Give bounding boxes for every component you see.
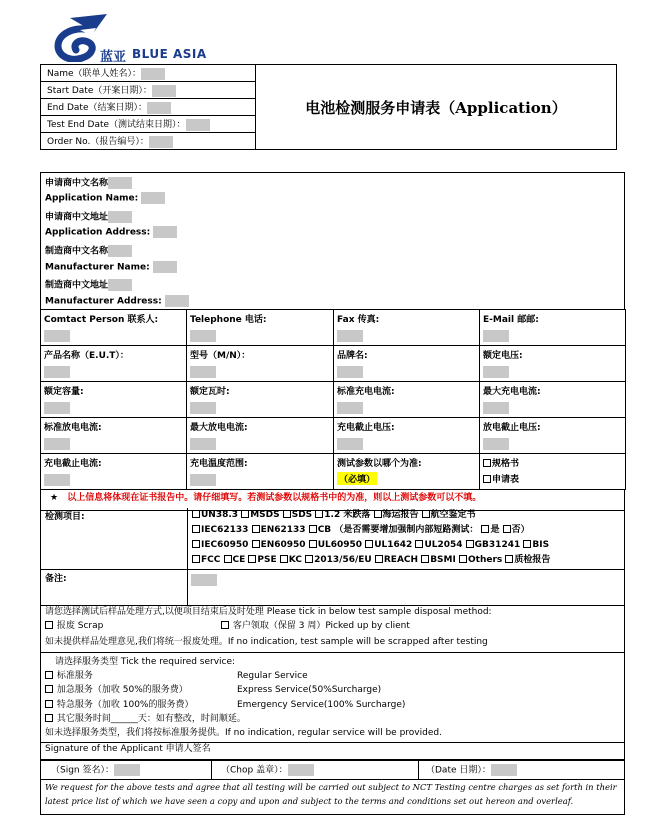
- test-checkbox[interactable]: 1.2 米跌落: [315, 510, 370, 520]
- grid-cell[interactable]: 标准放电电流:: [41, 418, 187, 454]
- grid-cell[interactable]: 产品名称（E.U.T）：: [41, 346, 187, 382]
- test-checkbox[interactable]: EN62133: [252, 525, 306, 535]
- parameter-grid: [40, 309, 626, 490]
- applicant-en-name[interactable]: Application Name:: [45, 192, 165, 205]
- disclaimer: We request for the above tests and agree that all testing will be carried out subject to NCT Testing centre charges as set forth in their latest price list of which we have seen a copy and upon and subject to the terms and conditions set out hereon and overleaf.: [40, 778, 625, 815]
- short-circuit-yes-checkbox[interactable]: 是: [481, 525, 499, 535]
- header-fields-table: [40, 64, 617, 150]
- test-checkbox[interactable]: 2013/56/EU: [305, 555, 372, 565]
- applicant-cn-address[interactable]: 申请商中文地址: [45, 211, 132, 224]
- service-option-emergency-en: Emergency Service(100% Surcharge): [237, 700, 406, 710]
- short-circuit-no-checkbox[interactable]: 否）: [503, 525, 530, 535]
- service-option-express-en: Express Service(50%Surcharge): [237, 685, 382, 695]
- disposal-block: [40, 604, 625, 653]
- applicant-cn-name[interactable]: 申请商中文名称: [45, 177, 132, 190]
- test-checkbox[interactable]: UN38.3: [192, 510, 238, 520]
- grid-cell[interactable]: 放电截止电压:: [480, 418, 626, 454]
- service-option-regular[interactable]: 标准服务: [45, 670, 93, 682]
- test-checkbox[interactable]: BSMI: [421, 555, 456, 565]
- grid-cell[interactable]: 品牌名:: [334, 346, 480, 382]
- manufacturer-en-address[interactable]: Manufacturer Address:: [45, 295, 189, 308]
- test-items-label: 检测项目:: [45, 512, 85, 522]
- logo-text-en: BLUE ASIA: [132, 47, 207, 61]
- test-checkbox[interactable]: MSDS: [241, 510, 279, 520]
- test-checkbox[interactable]: 航空鉴定书: [422, 510, 476, 520]
- disposal-intro: 请您选择测试后样品处理方式,以便项目结束后及时处理 Please tick in below test sample disposal method:: [45, 607, 492, 617]
- service-option-express[interactable]: 加急服务（加收 50%的服务费）: [45, 684, 188, 696]
- grid-cell: [480, 454, 626, 490]
- grid-cell[interactable]: Comtact Person 联系人:: [41, 310, 187, 346]
- header-field-start-date[interactable]: Start Date（开案日期）：: [41, 82, 256, 99]
- grid-cell[interactable]: 型号（M/N）：: [187, 346, 334, 382]
- grid-cell[interactable]: 最大充电电流:: [480, 382, 626, 418]
- remarks-block: [40, 569, 625, 606]
- star-icon: ★: [50, 493, 59, 503]
- header-field-name[interactable]: Name（联单人姓名）：: [41, 65, 256, 82]
- test-checkbox[interactable]: KC: [280, 555, 302, 565]
- grid-cell[interactable]: Telephone 电话:: [187, 310, 334, 346]
- grid-cell[interactable]: 额定瓦时:: [187, 382, 334, 418]
- notice-text: 以上信息将体现在证书报告中。请仔细填写。若测试参数以规格书中的为准，则以上测试参数可以不填。: [67, 493, 482, 503]
- grid-row: [41, 382, 626, 418]
- test-checkbox[interactable]: GB31241: [466, 540, 521, 550]
- manufacturer-en-name[interactable]: Manufacturer Name:: [45, 261, 177, 274]
- disposal-pickup-option[interactable]: 客户领取（保留 3 周）Picked up by client: [221, 620, 410, 632]
- grid-row: [41, 418, 626, 454]
- grid-row: [41, 346, 626, 382]
- signature-heading: Signature of the Applicant 申请人签名: [40, 741, 625, 760]
- header-field-test-end-date[interactable]: Test End Date（测试结束日期）：: [41, 116, 256, 133]
- header-field-end-date[interactable]: End Date（结案日期）：: [41, 99, 256, 116]
- chop-field[interactable]: （Chop 盖章）：: [221, 764, 314, 777]
- grid-cell[interactable]: 最大放电电流:: [187, 418, 334, 454]
- grid-row: [41, 454, 626, 490]
- remarks-label: 备注:: [45, 574, 67, 584]
- test-checkbox[interactable]: PSE: [248, 555, 276, 565]
- application-checkbox[interactable]: 申请表: [483, 472, 519, 485]
- test-checkbox[interactable]: EN60950: [252, 540, 306, 550]
- remarks-field[interactable]: [191, 574, 217, 586]
- logo-text-cn: 蓝亚: [100, 50, 127, 65]
- grid-cell[interactable]: 额定电压:: [480, 346, 626, 382]
- test-checkbox[interactable]: REACH: [375, 555, 418, 565]
- test-checkbox[interactable]: CB: [309, 525, 331, 535]
- grid-row: [41, 310, 626, 346]
- form-title-cell: [256, 65, 617, 150]
- grid-cell[interactable]: 充电截止电流:: [41, 454, 187, 490]
- applicant-en-address[interactable]: Application Address:: [45, 226, 177, 239]
- manufacturer-cn-address[interactable]: 制造商中文地址: [45, 279, 132, 292]
- disposal-scrap-option[interactable]: 报废 Scrap: [45, 620, 103, 632]
- test-items-line2: IEC62133 EN62133 CB （是否需要增加强制内部短路测试： 是 否）: [192, 524, 530, 536]
- test-checkbox[interactable]: SDS: [283, 510, 312, 520]
- grid-cell[interactable]: 额定容量:: [41, 382, 187, 418]
- service-note: 如未选择服务类型，我们将按标准服务提供。If no indication, regular service will be provided.: [45, 728, 442, 738]
- applicant-block: [40, 172, 625, 310]
- test-checkbox[interactable]: IEC62133: [192, 525, 248, 535]
- test-items-block: [40, 508, 625, 570]
- grid-cell[interactable]: 标准充电电流:: [334, 382, 480, 418]
- sign-field[interactable]: （Sign 签名）：: [51, 764, 140, 777]
- test-items-line3: [192, 539, 549, 551]
- header-field-order-no[interactable]: Order No.（报告编号）：: [41, 133, 256, 150]
- service-block: [40, 652, 625, 743]
- test-checkbox[interactable]: 质检报告: [505, 555, 550, 565]
- form-title: 电池检测服务申请表（Application）: [305, 98, 567, 117]
- service-option-emergency[interactable]: 特急服务（加收 100%的服务费）: [45, 699, 193, 711]
- service-option-other[interactable]: 其它服务时间______天：如有整改，时间顺延。: [45, 713, 246, 725]
- date-field[interactable]: （Date 日期）：: [426, 764, 517, 777]
- service-intro: 请选择服务类型 Tick the required service:: [55, 657, 236, 667]
- grid-cell[interactable]: E-Mail 邮邮:: [480, 310, 626, 346]
- grid-cell[interactable]: 充电温度范围:: [187, 454, 334, 490]
- test-items-line1: [192, 509, 476, 521]
- manufacturer-cn-name[interactable]: 制造商中文名称: [45, 245, 132, 258]
- test-checkbox[interactable]: UL1642: [365, 540, 412, 550]
- test-checkbox[interactable]: CE: [224, 555, 246, 565]
- test-checkbox[interactable]: BIS: [523, 540, 549, 550]
- disposal-note: 如未提供样品处理意见,我们将统一报废处理。If no indication, test sample will be scrapped after testing: [45, 637, 488, 647]
- grid-cell: 测试参数以哪个为准: （必填）: [334, 454, 480, 490]
- required-note: （必填）: [337, 472, 377, 485]
- test-checkbox[interactable]: UL2054: [415, 540, 462, 550]
- signature-row: [40, 760, 625, 780]
- grid-cell[interactable]: 充电截止电压:: [334, 418, 480, 454]
- test-items-line4: [192, 554, 550, 566]
- test-checkbox[interactable]: Others: [459, 555, 502, 565]
- logo: [52, 12, 232, 65]
- test-checkbox[interactable]: IEC60950: [192, 540, 248, 550]
- grid-cell[interactable]: Fax 传真:: [334, 310, 480, 346]
- service-option-regular-en: Regular Service: [237, 671, 308, 681]
- test-checkbox[interactable]: UL60950: [309, 540, 362, 550]
- test-checkbox[interactable]: FCC: [192, 555, 220, 565]
- spec-checkbox[interactable]: 规格书: [483, 459, 519, 469]
- test-checkbox[interactable]: 海运报告: [374, 510, 419, 520]
